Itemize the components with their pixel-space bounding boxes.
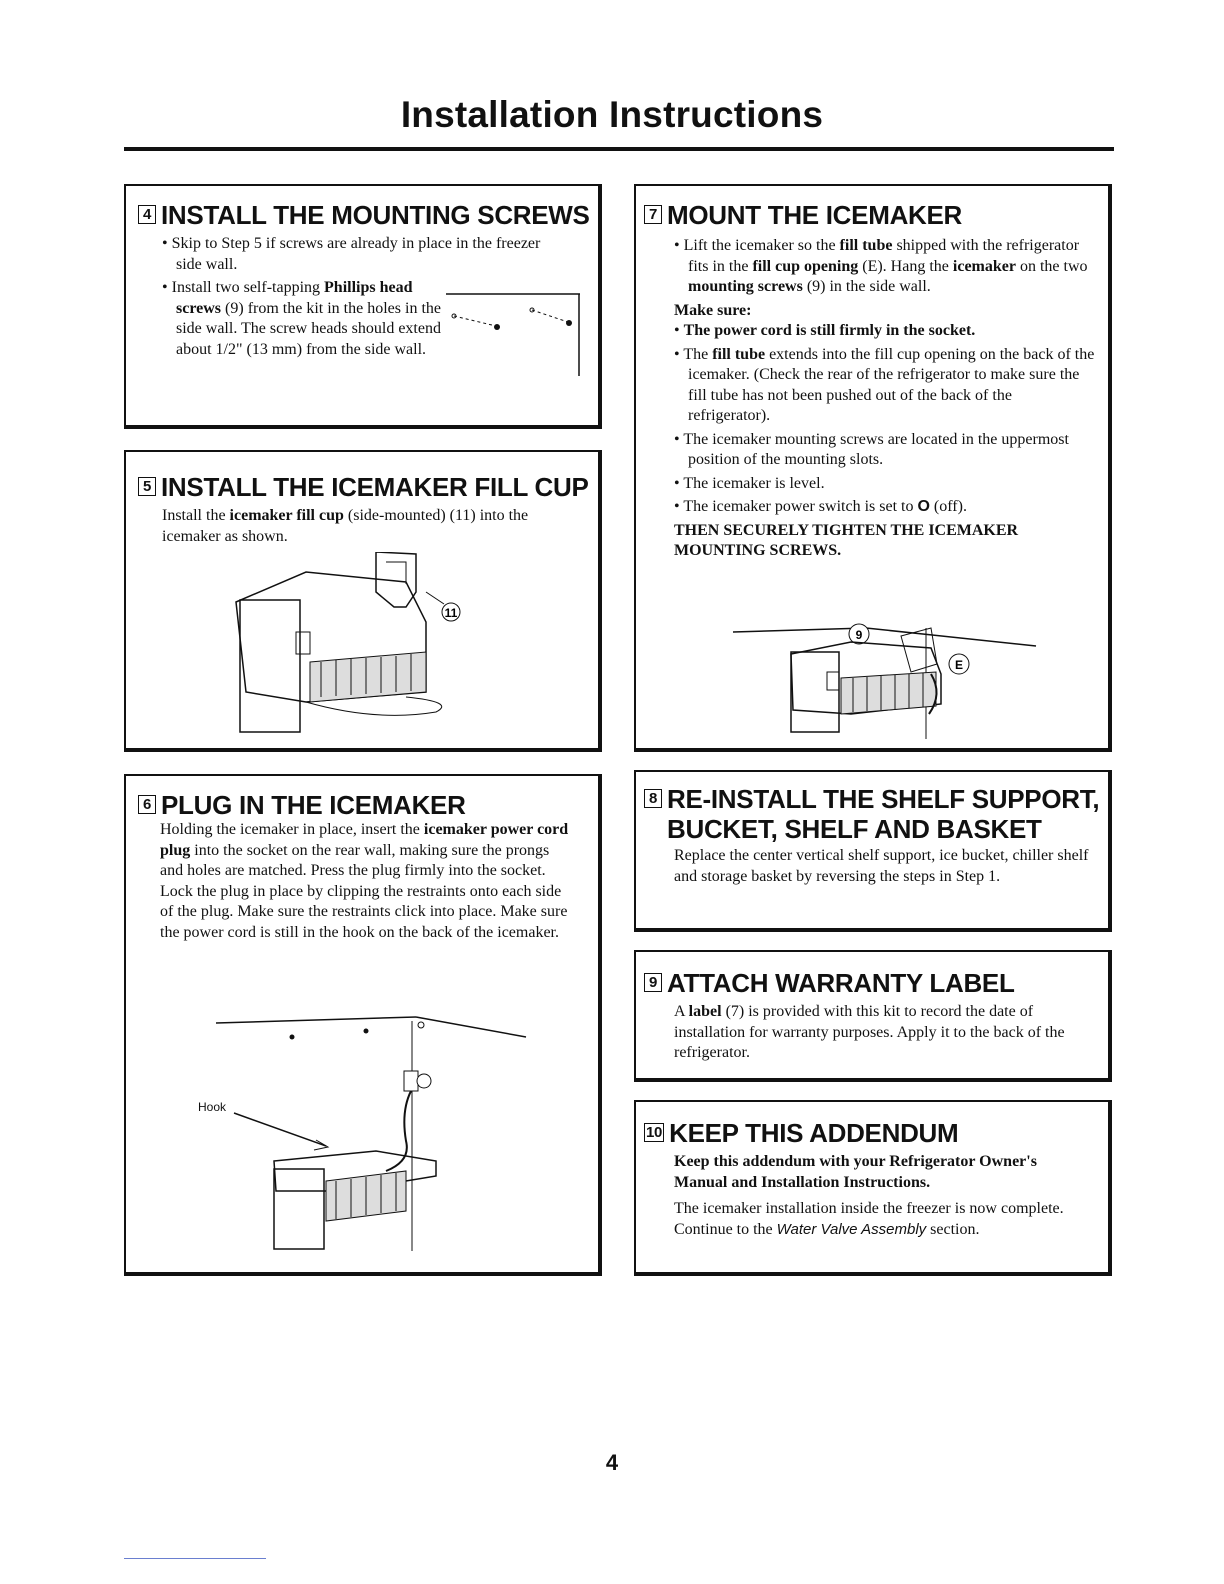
step-number: 6 — [138, 795, 156, 814]
step-number: 8 — [644, 789, 662, 808]
step-5-box — [124, 450, 602, 752]
step-8-box — [634, 770, 1112, 932]
plug-icemaker-illustration — [186, 1001, 536, 1256]
step-7-body — [674, 236, 1098, 562]
step-9-box — [634, 950, 1112, 1082]
callout-11: 11 — [444, 606, 458, 620]
step-8-body: Replace the center vertical shelf support, ice bucket, chiller shelf and storage basket by reversing the steps in Step 1. — [674, 847, 1089, 885]
mounting-screws-illustration — [444, 286, 584, 381]
step-8-heading — [644, 784, 1099, 844]
step-5-heading — [138, 472, 589, 502]
step-4-heading — [138, 200, 590, 230]
bullet: • The fill tube extends into the fill cup opening on the back of the icemaker. (Check the rear of the refrigerator to make sure the fill tube has not been pushed out of the back of the refrigerator). — [674, 345, 1095, 424]
bullet: • Lift the icemaker so the fill tube shipped with the refrigerator fits in the fill cup opening (E). Hang the icemaker on the two mounting screws (9) in the side wall. — [674, 237, 1088, 295]
step-4-box — [124, 184, 602, 429]
step-7-heading — [644, 200, 962, 230]
step-10-body: Keep this addendum with your Refrigerator Owner's Manual and Installation Instructions. The icemaker installation inside the freezer is now complete. Continue to the Water Valve Assembly section. — [674, 1153, 1064, 1238]
hook-label: Hook — [198, 1100, 227, 1114]
page-title: Installation Instructions — [400, 94, 824, 135]
bullet: • Install two self-tapping Phillips head screws (9) from the kit in the holes in the side wall. The screw heads should extend about 1/2" (13 mm) from the side wall. — [162, 279, 441, 358]
step-title: ATTACH WARRANTY LABEL — [667, 968, 1015, 998]
step-6-box — [124, 774, 602, 1276]
step-number: 7 — [644, 205, 662, 224]
footer-line — [124, 1558, 266, 1559]
bullet: • The icemaker power switch is set to O (off). — [674, 498, 967, 515]
step-9-body: A label (7) is provided with this kit to record the date of installation for warranty purposes. Apply it to the back of the refrigerator. — [674, 1003, 1065, 1061]
step-6-body: Holding the icemaker in place, insert the icemaker power cord plug into the socket on the rear wall, making sure the prongs and holes are matched. Press the plug firmly into the socket. Lock the plug in place by clipping the restraints onto each side of the plug. Make sure the restraints click into place. Make sure the power cord is still in the hook on the back of the icemaker. — [160, 821, 569, 941]
step-6-heading — [138, 790, 466, 820]
bullet: • The icemaker mounting screws are located in the uppermost position of the mounting slots. — [674, 430, 1069, 468]
step-title: MOUNT THE ICEMAKER — [667, 200, 963, 230]
step-number: 4 — [138, 205, 156, 224]
step-10-heading — [644, 1118, 958, 1148]
tighten-instruction: THEN SECURELY TIGHTEN THE ICEMAKER MOUNTING SCREWS. — [674, 521, 1019, 559]
step-number: 9 — [644, 973, 662, 992]
bullet: • The power cord is still firmly in the socket. — [674, 322, 976, 339]
step-9-heading — [644, 968, 1015, 998]
step-5-body: Install the icemaker fill cup (side-mounted) (11) into the icemaker as shown. — [162, 507, 529, 545]
callout-e: E — [954, 658, 964, 672]
step-title: PLUG IN THE ICEMAKER — [161, 790, 466, 820]
bullet: • Skip to Step 5 if screws are already in place in the freezer side wall. — [162, 235, 541, 273]
step-title: KEEP THIS ADDENDUM — [669, 1118, 959, 1148]
keep-addendum-note: Keep this addendum with your Refrigerator Owner's Manual and Installation Instructions. — [674, 1153, 1037, 1191]
bullet: • The icemaker is level. — [674, 474, 825, 492]
make-sure-label: Make sure: — [674, 301, 752, 319]
step-number: 10 — [646, 1124, 663, 1141]
step-title: INSTALL THE MOUNTING SCREWS — [161, 200, 590, 230]
page-number: 4 — [605, 1450, 619, 1475]
water-valve-assembly-reference: Water Valve Assembly — [776, 1220, 927, 1238]
callout-9: 9 — [855, 628, 863, 642]
step-10-box — [634, 1100, 1112, 1276]
step-7-box — [634, 184, 1112, 752]
mount-icemaker-illustration — [731, 614, 1051, 744]
icemaker-fill-cup-illustration — [226, 552, 516, 742]
step-title: INSTALL THE ICEMAKER FILL CUP — [161, 472, 589, 502]
title-rule — [124, 147, 1114, 151]
step-title: RE-INSTALL THE SHELF SUPPORT, BUCKET, SHELF AND BASKET — [667, 784, 1100, 844]
step-number: 5 — [138, 477, 156, 496]
